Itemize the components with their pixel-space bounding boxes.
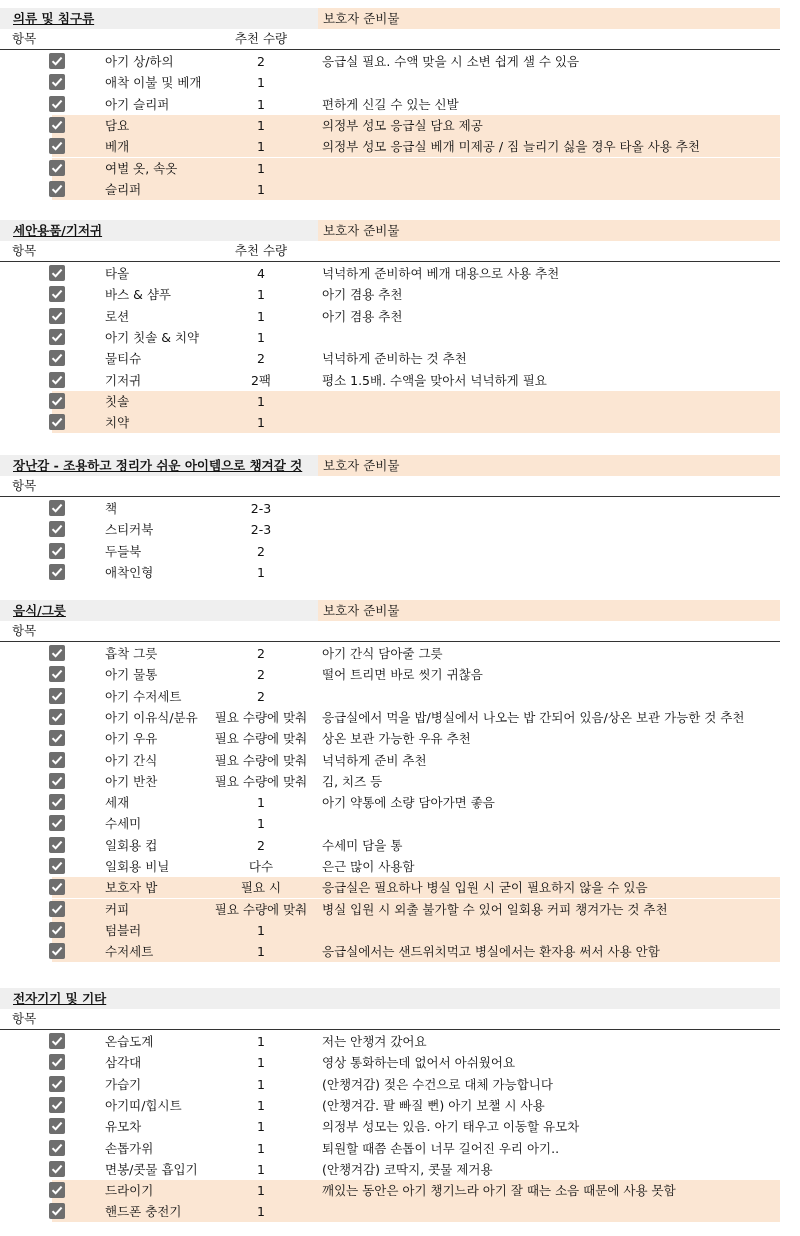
guardian-supplies-label: 보호자 준비물	[318, 455, 780, 476]
item-note: 수세미 담을 통	[322, 837, 403, 853]
checkbox-checked[interactable]	[49, 752, 65, 768]
checkbox-checked[interactable]	[49, 688, 65, 704]
checkbox-checked[interactable]	[49, 265, 65, 281]
list-item	[0, 750, 800, 771]
list-item	[0, 327, 800, 348]
checkbox-checked[interactable]	[49, 372, 65, 388]
item-column-label: 항목	[12, 478, 37, 493]
item-note: 은근 많이 사용함	[322, 859, 415, 874]
item-qty: 2	[257, 667, 265, 683]
item-note: 의정부 성모는 있음. 아기 태우고 이동할 유모차	[322, 1119, 580, 1135]
item-qty: 1	[257, 308, 265, 324]
list-item	[0, 899, 800, 920]
checkbox-checked[interactable]	[49, 160, 65, 176]
item-name: 타올	[105, 266, 130, 281]
checkbox-checked[interactable]	[49, 922, 65, 938]
item-name: 일회용 컵	[105, 837, 158, 853]
checkbox-checked[interactable]	[49, 564, 65, 580]
checkbox-checked[interactable]	[49, 53, 65, 69]
list-item	[0, 728, 800, 749]
checkbox-checked[interactable]	[49, 1140, 65, 1156]
item-note: 저는 안챙겨 갔어요	[322, 1034, 427, 1049]
item-name: 두들북	[105, 543, 142, 559]
list-item	[0, 284, 800, 305]
list-item	[0, 519, 800, 540]
list-item	[0, 391, 800, 412]
column-header	[0, 621, 780, 642]
item-name: 수세미	[105, 816, 142, 832]
column-header	[0, 29, 780, 50]
item-name: 세재	[105, 795, 130, 811]
item-qty: 4	[257, 266, 265, 281]
list-item	[0, 1095, 800, 1116]
item-note: 아기 간식 담아줄 그릇	[322, 646, 443, 661]
list-item	[0, 136, 800, 157]
checkbox-checked[interactable]	[49, 138, 65, 154]
checkbox-checked[interactable]	[49, 709, 65, 725]
checkbox-checked[interactable]	[49, 794, 65, 810]
list-item	[0, 158, 800, 179]
item-note: (안챙겨감. 팔 빠질 뻔) 아기 보챌 시 사용	[322, 1097, 545, 1113]
item-name: 보호자 밥	[105, 880, 158, 896]
item-note: (안챙겨감) 젖은 수건으로 대체 가능합니다	[322, 1076, 553, 1092]
checkbox-checked[interactable]	[49, 543, 65, 559]
item-name: 아기 반찬	[105, 773, 158, 789]
item-name: 베개	[105, 139, 130, 155]
item-note: 상온 보관 가능한 우유 추천	[322, 731, 471, 747]
checkbox-checked[interactable]	[49, 117, 65, 133]
item-name: 아기 이유식/분유	[105, 709, 198, 725]
item-qty: 1	[257, 139, 265, 155]
item-qty: 1	[257, 329, 265, 345]
item-name: 핸드폰 충전기	[105, 1204, 182, 1220]
item-qty: 1	[257, 393, 265, 409]
item-note: 평소 1.5배. 수액을 맞아서 넉넉하게 필요	[322, 372, 547, 388]
section-title: 세안용품/기저귀	[0, 220, 318, 241]
item-note: 깨있는 동안은 아기 챙기느라 아기 잘 때는 소음 때문에 사용 못함	[322, 1183, 676, 1199]
item-name: 책	[105, 501, 118, 516]
item-column-label: 항목	[12, 1011, 37, 1026]
list-item	[0, 771, 800, 792]
list-item	[0, 179, 800, 200]
checkbox-checked[interactable]	[49, 329, 65, 345]
item-name: 수저세트	[105, 944, 154, 960]
item-note: 응급실에서 먹을 밥/병실에서 나오는 밥 간되어 있음/상온 보관 가능한 것 추천	[322, 709, 745, 725]
checkbox-checked[interactable]	[49, 1203, 65, 1219]
item-qty: 1	[257, 795, 265, 811]
item-qty: 2	[257, 646, 265, 661]
item-name: 여벌 옷, 속옷	[105, 160, 178, 176]
item-name: 칫솔	[105, 393, 130, 409]
list-item	[0, 541, 800, 562]
item-column-label: 항목	[12, 623, 37, 638]
item-qty: 필요 수량에 맞춰	[214, 752, 308, 768]
item-name: 드라이기	[105, 1183, 154, 1199]
list-item	[0, 1031, 800, 1052]
item-qty: 1	[257, 944, 265, 960]
section-title: 의류 및 침구류	[0, 8, 318, 29]
item-name: 커피	[105, 901, 130, 917]
item-note: 아기 약통에 소량 담아가면 좋음	[322, 795, 495, 811]
item-name: 가습기	[105, 1076, 142, 1092]
item-qty: 2	[257, 837, 265, 853]
item-qty: 2-3	[250, 501, 272, 516]
list-item	[0, 348, 800, 369]
item-qty: 필요 수량에 맞춰	[214, 773, 308, 789]
list-item	[0, 686, 800, 707]
item-name: 아기 상/하의	[105, 54, 174, 69]
list-item	[0, 370, 800, 391]
item-note: 의정부 성모 응급실 담요 제공	[322, 117, 483, 133]
item-name: 스티커북	[105, 522, 154, 538]
checkbox-checked[interactable]	[49, 1054, 65, 1070]
item-name: 로션	[105, 308, 130, 324]
checkbox-checked[interactable]	[49, 1076, 65, 1092]
item-qty: 1	[257, 415, 265, 431]
item-note: 퇴원할 때쯤 손톱이 너무 길어진 우리 아기..	[322, 1140, 560, 1156]
checkbox-checked[interactable]	[49, 901, 65, 917]
item-name: 손톱가위	[105, 1140, 154, 1156]
item-note: 편하게 신길 수 있는 신발	[322, 96, 459, 112]
item-qty: 1	[257, 1076, 265, 1092]
list-item	[0, 792, 800, 813]
checkbox-checked[interactable]	[49, 521, 65, 537]
item-name: 아기 슬리퍼	[105, 96, 170, 112]
column-header	[0, 241, 780, 262]
list-item	[0, 94, 800, 115]
item-name: 바스 & 샴푸	[105, 287, 171, 303]
item-note: 아기 겸용 추천	[322, 308, 403, 324]
item-name: 아기띠/힙시트	[105, 1097, 182, 1113]
item-name: 기저귀	[105, 372, 142, 388]
item-column-label: 항목	[12, 243, 37, 258]
checkbox-checked[interactable]	[49, 837, 65, 853]
item-name: 유모차	[105, 1119, 142, 1135]
item-qty: 1	[257, 287, 265, 303]
section-title: 장난감 - 조용하고 정리가 쉬운 아이템으로 챙겨갈 것	[0, 455, 318, 476]
item-name: 애착인형	[105, 564, 154, 580]
item-qty: 2	[257, 54, 265, 69]
qty-column-label: 추천 수량	[234, 243, 288, 258]
list-item	[0, 412, 800, 433]
item-name: 온습도계	[105, 1034, 154, 1049]
checkbox-checked[interactable]	[49, 858, 65, 874]
item-note: 넉넉하게 준비하여 베개 대용으로 사용 추천	[322, 266, 560, 281]
column-header	[0, 1009, 780, 1030]
item-qty: 1	[257, 816, 265, 832]
checkbox-checked[interactable]	[49, 730, 65, 746]
list-item	[0, 813, 800, 834]
item-qty: 1	[257, 96, 265, 112]
list-item	[0, 72, 800, 93]
item-name: 아기 칫솔 & 치약	[105, 329, 200, 345]
item-name: 애착 이불 및 베개	[105, 75, 202, 91]
guardian-supplies-label: 보호자 준비물	[318, 220, 780, 241]
item-note: 응급실 필요. 수액 맞을 시 소변 쉽게 샐 수 있음	[322, 54, 580, 69]
item-qty: 2	[257, 688, 265, 704]
checkbox-checked[interactable]	[49, 879, 65, 895]
item-name: 아기 수저세트	[105, 688, 182, 704]
list-item	[0, 1159, 800, 1180]
item-note: 떨어 트리면 바로 씻기 귀찮음	[322, 667, 483, 683]
list-item	[0, 1201, 800, 1222]
list-item	[0, 115, 800, 136]
checkbox-checked[interactable]	[49, 666, 65, 682]
list-item	[0, 1180, 800, 1201]
checkbox-checked[interactable]	[49, 773, 65, 789]
item-qty: 1	[257, 181, 265, 197]
qty-column-label: 추천 수량	[234, 31, 288, 46]
list-item	[0, 856, 800, 877]
item-note: 응급실에서는 샌드위치먹고 병실에서는 환자용 써서 사용 안함	[322, 944, 660, 960]
checkbox-checked[interactable]	[49, 1097, 65, 1113]
list-item	[0, 263, 800, 284]
checkbox-checked[interactable]	[49, 645, 65, 661]
item-column-label: 항목	[12, 31, 37, 46]
section-title: 전자기기 및 기타	[0, 988, 780, 1009]
item-qty: 1	[257, 1055, 265, 1071]
list-item	[0, 941, 800, 962]
list-item	[0, 1138, 800, 1159]
item-qty: 1	[257, 1183, 265, 1199]
item-name: 흡착 그릇	[105, 646, 158, 661]
list-item	[0, 1116, 800, 1137]
guardian-supplies-label: 보호자 준비물	[318, 8, 780, 29]
item-qty: 1	[257, 1161, 265, 1177]
item-qty: 1	[257, 117, 265, 133]
item-qty: 1	[257, 1140, 265, 1156]
item-note: 김, 치즈 등	[322, 773, 383, 789]
item-qty: 필요 수량에 맞춰	[214, 731, 308, 747]
item-qty: 필요 수량에 맞춰	[214, 709, 308, 725]
checkbox-checked[interactable]	[49, 393, 65, 409]
guardian-supplies-label: 보호자 준비물	[318, 600, 780, 621]
item-qty: 2-3	[250, 522, 272, 538]
item-note: 넉넉하게 준비 추천	[322, 752, 427, 768]
checkbox-checked[interactable]	[49, 815, 65, 831]
item-qty: 1	[257, 564, 265, 580]
list-item	[0, 1052, 800, 1073]
checkbox-checked[interactable]	[49, 181, 65, 197]
list-item	[0, 877, 800, 898]
item-name: 물티슈	[105, 351, 142, 367]
checkbox-checked[interactable]	[49, 1161, 65, 1177]
item-qty: 2	[257, 543, 265, 559]
item-note: 의정부 성모 응급실 베개 미제공 / 짐 늘리기 싫을 경우 타올 사용 추천	[322, 139, 700, 155]
list-item	[0, 498, 800, 519]
item-name: 담요	[105, 117, 130, 133]
list-item	[0, 920, 800, 941]
item-note: 넉넉하게 준비하는 것 추천	[322, 351, 467, 367]
checkbox-checked[interactable]	[49, 350, 65, 366]
item-name: 삼각대	[105, 1055, 142, 1071]
item-qty: 2	[257, 351, 265, 367]
checkbox-checked[interactable]	[49, 943, 65, 959]
item-qty: 다수	[248, 859, 274, 874]
list-item	[0, 306, 800, 327]
column-header	[0, 476, 780, 497]
checkbox-checked[interactable]	[49, 1033, 65, 1049]
item-qty: 2팩	[250, 372, 272, 388]
checkbox-checked[interactable]	[49, 414, 65, 430]
item-note: 응급실은 필요하나 병실 입원 시 굳이 필요하지 않을 수 있음	[322, 880, 648, 896]
list-item	[0, 664, 800, 685]
item-qty: 1	[257, 922, 265, 938]
item-note: 영상 통화하는데 없어서 아쉬웠어요	[322, 1055, 516, 1071]
item-note: 병실 입원 시 외출 불가할 수 있어 일회용 커피 챙겨가는 것 추천	[322, 901, 668, 917]
item-qty: 필요 수량에 맞춰	[214, 901, 308, 917]
item-name: 아기 우유	[105, 731, 158, 747]
checkbox-checked[interactable]	[49, 74, 65, 90]
checkbox-checked[interactable]	[49, 96, 65, 112]
item-name: 텀블러	[105, 922, 142, 938]
checkbox-checked[interactable]	[49, 308, 65, 324]
list-item	[0, 562, 800, 583]
item-qty: 필요 시	[240, 880, 282, 896]
item-name: 아기 간식	[105, 752, 158, 768]
item-qty: 1	[257, 1204, 265, 1220]
item-name: 면봉/콧물 흡입기	[105, 1161, 198, 1177]
item-qty: 1	[257, 160, 265, 176]
checkbox-checked[interactable]	[49, 500, 65, 516]
item-qty: 1	[257, 1119, 265, 1135]
item-qty: 1	[257, 1097, 265, 1113]
checkbox-checked[interactable]	[49, 1118, 65, 1134]
item-name: 아기 물통	[105, 667, 158, 683]
item-qty: 1	[257, 75, 265, 91]
item-name: 일회용 비닐	[105, 859, 170, 874]
list-item	[0, 707, 800, 728]
item-note: (안챙겨감) 코딱지, 콧물 제거용	[322, 1161, 493, 1177]
item-note: 아기 겸용 추천	[322, 287, 403, 303]
list-item	[0, 1074, 800, 1095]
checkbox-checked[interactable]	[49, 286, 65, 302]
item-name: 치약	[105, 415, 130, 431]
section-title: 음식/그릇	[0, 600, 318, 621]
checkbox-checked[interactable]	[49, 1182, 65, 1198]
item-qty: 1	[257, 1034, 265, 1049]
item-name: 슬리퍼	[105, 181, 142, 197]
list-item	[0, 643, 800, 664]
list-item	[0, 835, 800, 856]
list-item	[0, 51, 800, 72]
